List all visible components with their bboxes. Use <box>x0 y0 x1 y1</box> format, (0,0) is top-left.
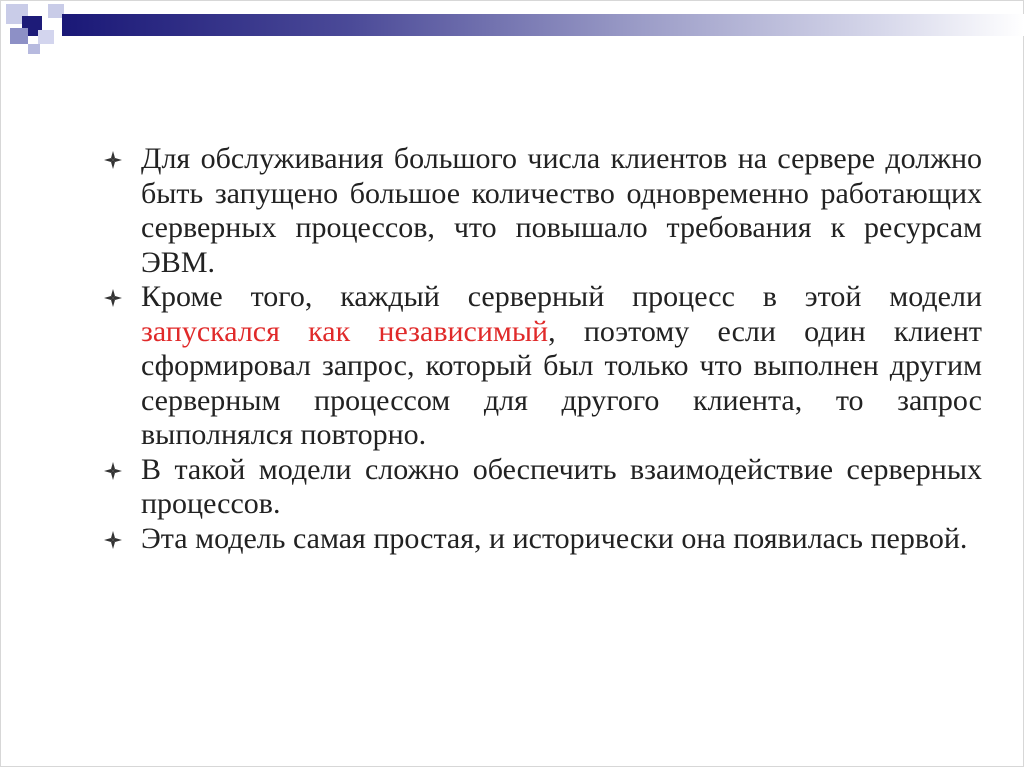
list-item <box>100 280 982 453</box>
highlighted-text: запускался как независимый <box>141 314 549 348</box>
diamond-bullet-icon <box>104 151 122 169</box>
list-item-text: Для обслуживания большого числа клиентов на сервере должно быть запущено большое количество одновременно работающих серверных процессов, что повышало требования к ресурсам ЭВМ. <box>141 142 982 279</box>
decor-square <box>10 28 28 44</box>
list-item-text: В такой модели сложно обеспечить взаимодействие серверных процессов. <box>141 452 982 520</box>
list-item-text: , поэтому если один клиент сформировал запрос, который был только что выполнен другим серверным процессом для другого клиента, то запрос выполнялся повторно. <box>141 314 982 451</box>
list-item-text: Кроме того, каждый серверный процесс в этой модели <box>141 280 982 313</box>
list-item <box>100 522 982 557</box>
list-item <box>100 453 982 522</box>
diamond-bullet-icon <box>104 289 122 307</box>
list-item <box>100 142 982 280</box>
bullet-list <box>100 142 982 556</box>
diamond-bullet-icon <box>104 462 122 480</box>
decor-square <box>28 44 40 54</box>
list-item-text: Эта модель самая простая, и исторически она появилась первой. <box>141 521 968 555</box>
header-gradient-bar <box>62 14 1024 36</box>
decor-square <box>38 30 54 44</box>
diamond-bullet-icon <box>104 531 122 549</box>
